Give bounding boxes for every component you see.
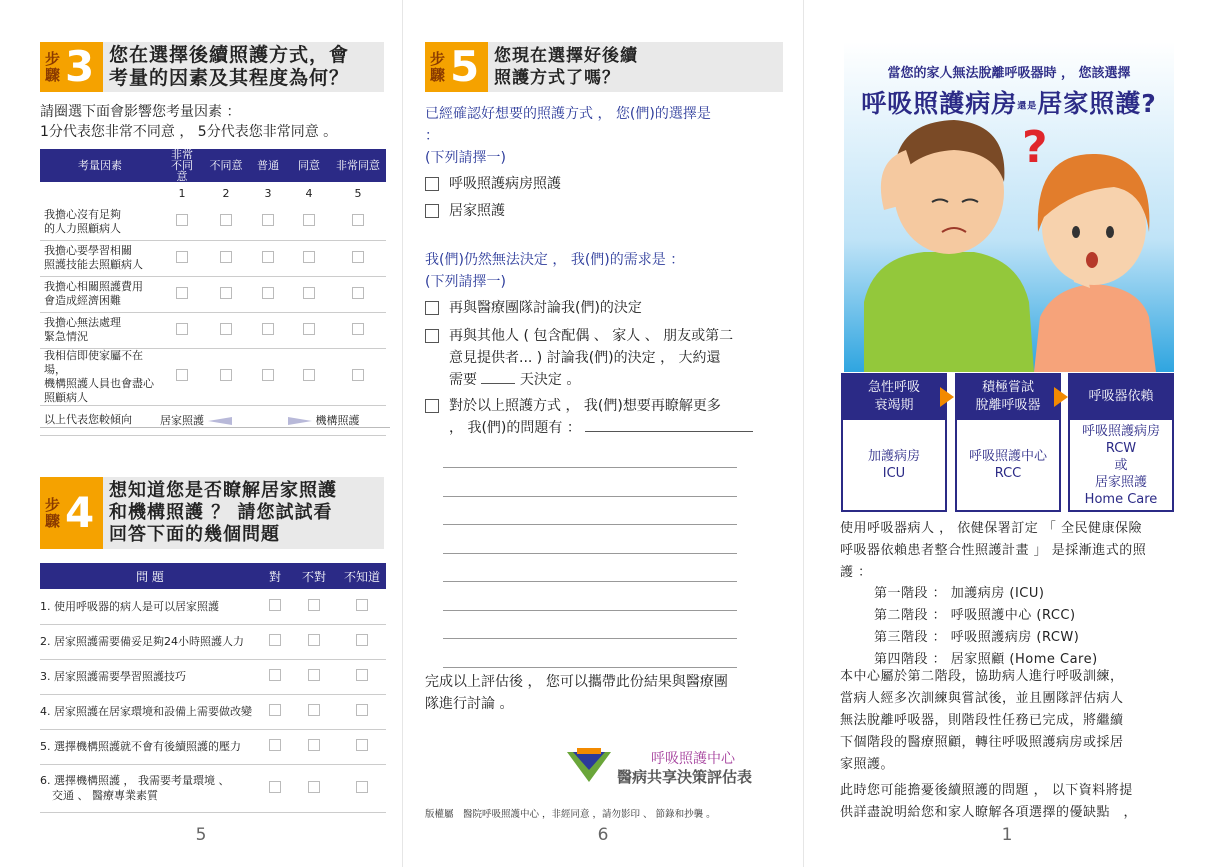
rating-checkbox[interactable]: [288, 276, 330, 312]
answer-checkbox[interactable]: [260, 659, 290, 694]
divider: [40, 427, 390, 428]
option-learn-more[interactable]: 對於以上照護方式 ， 我(們)想要再瞭解更多 ， 我(們)的問題有 ：: [425, 395, 753, 439]
factor-rating-table: [40, 149, 386, 436]
page-5: [0, 0, 402, 867]
rating-checkbox[interactable]: [248, 348, 288, 405]
confirmed-heading: 已經確認好想要的照護方式 ， 您(們)的選擇是 ： (下列請擇一): [425, 106, 711, 166]
quiz-question: 1. 使用呼吸器的病人是可以居家照護: [40, 589, 260, 624]
care-plan-intro: 使用呼吸器病人 ， 依健保署訂定 「 全民健康保險 呼吸器依賴患者整合性照護計畫 」 是採漸進式的照 護 ：: [840, 521, 1147, 580]
factor-instructions: 請圈選下面會影響您考量因素 ： 1分代表您非常不同意 ， 5分代表您非常同意 。: [40, 104, 338, 140]
page-1: [804, 0, 1210, 867]
quiz-question: 3. 居家照護需要學習照護技巧: [40, 659, 260, 694]
step-5-title: 您現在選擇好後續 照護方式了嗎？: [494, 46, 638, 88]
list-item: 第四階段 ： 居家照顧 (Home Care): [874, 652, 1098, 667]
finish-note: 完成以上評估後 ， 您可以攜帶此份結果與醫療團 隊進行討論 。: [425, 674, 728, 712]
question-blank[interactable]: [585, 431, 753, 432]
logo-icon: [563, 748, 615, 784]
table-row: [40, 624, 386, 659]
step-number: 3: [65, 42, 95, 91]
answer-line[interactable]: [443, 553, 737, 554]
answer-checkbox[interactable]: [290, 729, 338, 764]
scale-number: 4: [305, 186, 313, 200]
step-word: 步驟: [45, 50, 61, 84]
rating-checkbox[interactable]: [330, 276, 386, 312]
table-row: [40, 764, 386, 812]
step-4-title: 想知道您是否瞭解居家照護 和機構照護 ？ 請您試試看 回答下面的幾個問題: [109, 480, 337, 545]
rating-checkbox[interactable]: [330, 348, 386, 405]
scale-number: 1: [178, 186, 186, 200]
column-header: 同意: [298, 159, 320, 172]
rating-checkbox[interactable]: [204, 348, 248, 405]
phase-weaning: [955, 373, 1061, 513]
column-header: 不對: [301, 569, 326, 584]
rating-checkbox[interactable]: [204, 312, 248, 348]
page-number: 6: [597, 825, 609, 845]
quiz-question: 5. 選擇機構照護就不會有後續照護的壓力: [40, 729, 260, 764]
scale-number: 3: [264, 186, 272, 200]
phase-body: 呼吸照護中心 RCC: [955, 420, 1061, 512]
table-header-row: [40, 149, 386, 182]
factor-label: 我擔心要學習相關 照護技能去照顧病人: [40, 240, 160, 276]
rating-checkbox[interactable]: [248, 240, 288, 276]
answer-checkbox[interactable]: [338, 589, 386, 624]
answer-line[interactable]: [443, 610, 737, 611]
scale-number-row: [40, 182, 386, 204]
column-header: 非常同意: [336, 159, 380, 172]
step-3-title: 您在選擇後續照護方式，會 考量的因素及其程度為何？: [109, 44, 350, 89]
table-row: [40, 589, 386, 624]
phase-head: 呼吸器依賴: [1068, 373, 1174, 420]
rating-checkbox[interactable]: [330, 204, 386, 240]
rating-checkbox[interactable]: [204, 276, 248, 312]
closing-note: 此時您可能擔憂後續照護的問題 ， 以下資料將提 供詳盡說明給您和家人瞭解各項選擇的優缺點 ，: [840, 783, 1138, 820]
answer-line[interactable]: [443, 524, 737, 525]
copyright-notice: 版權屬 醫院呼吸照護中心 ，非經同意 ，請勿影印 、 節錄和抄襲 。: [425, 809, 716, 820]
answer-line[interactable]: [443, 638, 737, 639]
answer-checkbox[interactable]: [260, 694, 290, 729]
factor-label: 我擔心無法處理 緊急情況: [40, 312, 160, 348]
table-row: [40, 659, 386, 694]
cover-subtitle: 當您的家人無法脫離呼吸器時 ， 您該選擇: [887, 66, 1131, 81]
step-number: 5: [450, 42, 480, 91]
answer-checkbox[interactable]: [290, 694, 338, 729]
quiz-question: 4. 居家照護在居家環境和設備上需要做改變: [40, 694, 260, 729]
option-discuss-others[interactable]: 再與其他人 ( 包含配偶 、 家人 、 朋友或第二 意見提供者... ) 討論我(們)的決定 ， 大約還 需要 天決定 。: [425, 325, 733, 391]
page-number: 1: [1001, 825, 1013, 845]
step-word: 步驟: [430, 50, 446, 84]
tendency-label: 以上代表您較傾向: [40, 405, 160, 435]
days-blank[interactable]: [481, 383, 515, 384]
rating-checkbox[interactable]: [160, 276, 204, 312]
tendency-row: [40, 405, 386, 435]
checkbox[interactable]: [425, 329, 439, 343]
table-row: [40, 312, 386, 348]
step-3-header: [40, 42, 384, 92]
column-header: 對: [268, 569, 281, 584]
rating-checkbox[interactable]: [330, 240, 386, 276]
checkbox[interactable]: [425, 177, 439, 191]
step-4-badge: [40, 477, 103, 549]
tendency-left-label: 居家照護: [160, 414, 204, 427]
table-row: [40, 204, 386, 240]
option-home-care[interactable]: 居家照護: [425, 200, 505, 222]
quiz-question: 2. 居家照護需要備妥足夠24小時照護人力: [40, 624, 260, 659]
answer-checkbox[interactable]: [260, 764, 290, 812]
phase-dependent: [1068, 373, 1174, 513]
factor-label: 我相信即使家屬不在場， 機構照護人員也會盡心 照顧病人: [40, 348, 160, 405]
table-header-row: [40, 563, 386, 589]
column-header: 不知道: [343, 569, 380, 584]
rating-checkbox[interactable]: [204, 204, 248, 240]
phase-acute: [841, 373, 947, 513]
svg-text:?: ?: [1022, 122, 1048, 173]
table-row: [40, 348, 386, 405]
rating-checkbox[interactable]: [160, 204, 204, 240]
answer-line[interactable]: [443, 496, 737, 497]
step-5-header: [425, 42, 783, 92]
couple-illustration: [844, 42, 1174, 372]
page-6: [403, 0, 803, 867]
table-row: [40, 240, 386, 276]
rating-checkbox[interactable]: [204, 240, 248, 276]
answer-checkbox[interactable]: [338, 729, 386, 764]
step-5-badge: [425, 42, 488, 92]
rating-checkbox[interactable]: [160, 240, 204, 276]
checkbox[interactable]: [425, 301, 439, 315]
answer-checkbox[interactable]: [338, 694, 386, 729]
answer-checkbox[interactable]: [290, 659, 338, 694]
phase-body: 加護病房 ICU: [841, 420, 947, 512]
answer-checkbox[interactable]: [338, 624, 386, 659]
list-item: 第一階段 ： 加護病房 (ICU): [874, 586, 1045, 601]
rating-checkbox[interactable]: [288, 312, 330, 348]
cover-illustration: [844, 42, 1174, 372]
answer-checkbox[interactable]: [338, 764, 386, 812]
table-row: [40, 729, 386, 764]
answer-checkbox[interactable]: [260, 729, 290, 764]
answer-checkbox[interactable]: [290, 764, 338, 812]
arrow-right-icon: [1054, 387, 1068, 407]
checkbox[interactable]: [425, 204, 439, 218]
rating-checkbox[interactable]: [248, 312, 288, 348]
answer-line[interactable]: [443, 667, 737, 668]
table-row: [40, 694, 386, 729]
answer-checkbox[interactable]: [338, 659, 386, 694]
answer-checkbox[interactable]: [260, 589, 290, 624]
arrow-right-icon: [940, 387, 954, 407]
list-item: 第三階段 ： 呼吸照護病房 (RCW): [874, 630, 1080, 645]
option-discuss-team[interactable]: 再與醫療團隊討論我(們)的決定: [425, 297, 642, 319]
rating-checkbox[interactable]: [160, 348, 204, 405]
answer-checkbox[interactable]: [290, 589, 338, 624]
phase-head: 積極嘗試 脫離呼吸器: [955, 373, 1061, 420]
option-rcw[interactable]: 呼吸照護病房照護: [425, 173, 561, 195]
column-header: 考量因素: [78, 159, 122, 172]
scale-number: 2: [222, 186, 230, 200]
column-header: 不同意: [209, 159, 243, 172]
checkbox[interactable]: [425, 399, 439, 413]
factor-label: 我擔心沒有足夠 的人力照顧病人: [40, 204, 160, 240]
factor-label: 我擔心相關照護費用 會造成經濟困難: [40, 276, 160, 312]
rating-checkbox[interactable]: [288, 204, 330, 240]
column-header: 問 題: [136, 569, 164, 584]
step-word: 步驟: [45, 496, 61, 530]
step-3-badge: [40, 42, 103, 92]
answer-checkbox[interactable]: [260, 624, 290, 659]
rating-checkbox[interactable]: [288, 240, 330, 276]
column-header: 非常不同意: [171, 148, 193, 183]
step-number: 4: [65, 488, 95, 537]
answer-line[interactable]: [443, 467, 737, 468]
page-number: 5: [195, 825, 207, 845]
tendency-right-label: 機構照護: [315, 414, 360, 427]
answer-checkbox[interactable]: [290, 624, 338, 659]
table-row: [40, 276, 386, 312]
rating-checkbox[interactable]: [160, 312, 204, 348]
quiz-table: [40, 563, 386, 813]
scale-number: 5: [354, 186, 362, 200]
answer-line[interactable]: [443, 581, 737, 582]
column-header: 普通: [257, 159, 279, 172]
rating-checkbox[interactable]: [248, 204, 288, 240]
phase-head: 急性呼吸 衰竭期: [841, 373, 947, 420]
step-4-header: [40, 477, 384, 549]
cover-title: 呼吸照護病房還是居家照護?: [861, 89, 1157, 118]
logo-line-2: 醫病共享決策評估表: [617, 768, 753, 786]
undecided-heading: 我(們)仍然無法決定 ， 我(們)的需求是 ： (下列請擇一): [425, 252, 685, 290]
rating-checkbox[interactable]: [288, 348, 330, 405]
list-item: 第二階段 ： 呼吸照護中心 (RCC): [874, 608, 1076, 623]
arrow-right-icon: [288, 417, 312, 425]
rating-checkbox[interactable]: [330, 312, 386, 348]
arrow-left-icon: [208, 417, 232, 425]
phase-body: 呼吸照護病房 RCW 或 居家照護 Home Care: [1068, 420, 1174, 512]
logo-line-1: 呼吸照護中心: [651, 751, 735, 767]
quiz-question: 6. 選擇機構照護 ， 我需要考量環境 、 交通 、 醫療專業素質: [40, 764, 260, 812]
rating-checkbox[interactable]: [248, 276, 288, 312]
center-description: 本中心屬於第二階段，協助病人進行呼吸訓練， 當病人經多次訓練與嘗試後，並且團隊評估病人 無法脫離呼吸器，則階段性任務已完成，將繼續 下個階段的醫療照顧，轉往呼吸照護病房或採居 家照護。: [840, 669, 1124, 772]
stage-list: [874, 583, 1098, 671]
